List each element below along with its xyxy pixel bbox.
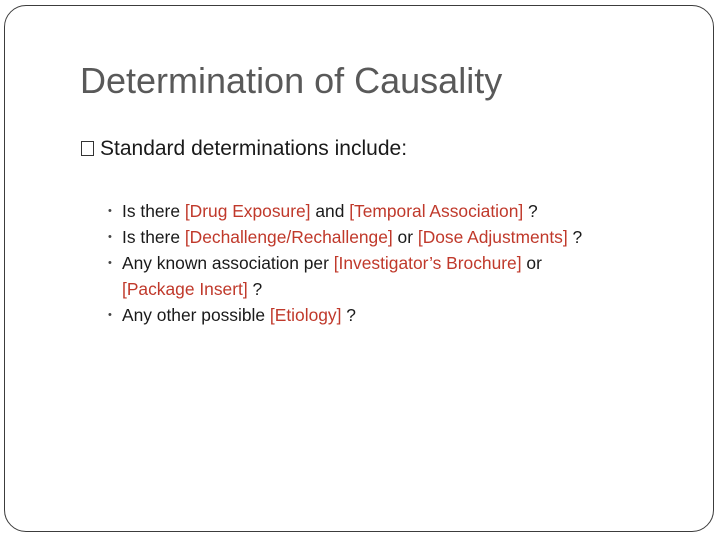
item-text: ?	[567, 227, 583, 247]
highlight-term: [Drug Exposure]	[184, 201, 311, 221]
item-text: ?	[341, 305, 356, 325]
intro-text: Standard determinations include:	[100, 137, 408, 160]
item-text: or	[392, 227, 418, 247]
item-text: ?	[523, 201, 538, 221]
checkbox-bullet-icon	[81, 141, 94, 156]
highlight-term: [Temporal Association]	[349, 201, 524, 221]
list-item	[107, 302, 582, 328]
item-text: or	[521, 253, 542, 273]
item-text: Is there	[122, 227, 185, 247]
highlight-term: [Package Insert]	[122, 279, 248, 299]
bullet-icon: •	[108, 231, 112, 243]
determinations-list	[107, 198, 582, 328]
highlight-term: [Dechallenge/Rechallenge]	[184, 227, 393, 247]
slide-title: Determination of Causality	[80, 60, 503, 101]
list-item	[107, 198, 582, 224]
highlight-term: [Etiology]	[269, 305, 342, 325]
list-item	[107, 250, 582, 302]
item-text: ?	[247, 279, 263, 299]
highlight-term: [Investigator’s Brochure]	[333, 253, 522, 273]
item-text: Is there	[122, 201, 185, 221]
list-item	[107, 224, 582, 250]
intro-line	[81, 135, 407, 163]
bullet-icon: •	[108, 257, 112, 269]
bullet-icon: •	[108, 205, 112, 217]
bullet-icon: •	[108, 309, 112, 321]
item-text: and	[310, 201, 350, 221]
item-text: Any known association per	[122, 253, 334, 273]
item-text: Any other possible	[122, 305, 270, 325]
highlight-term: [Dose Adjustments]	[417, 227, 568, 247]
